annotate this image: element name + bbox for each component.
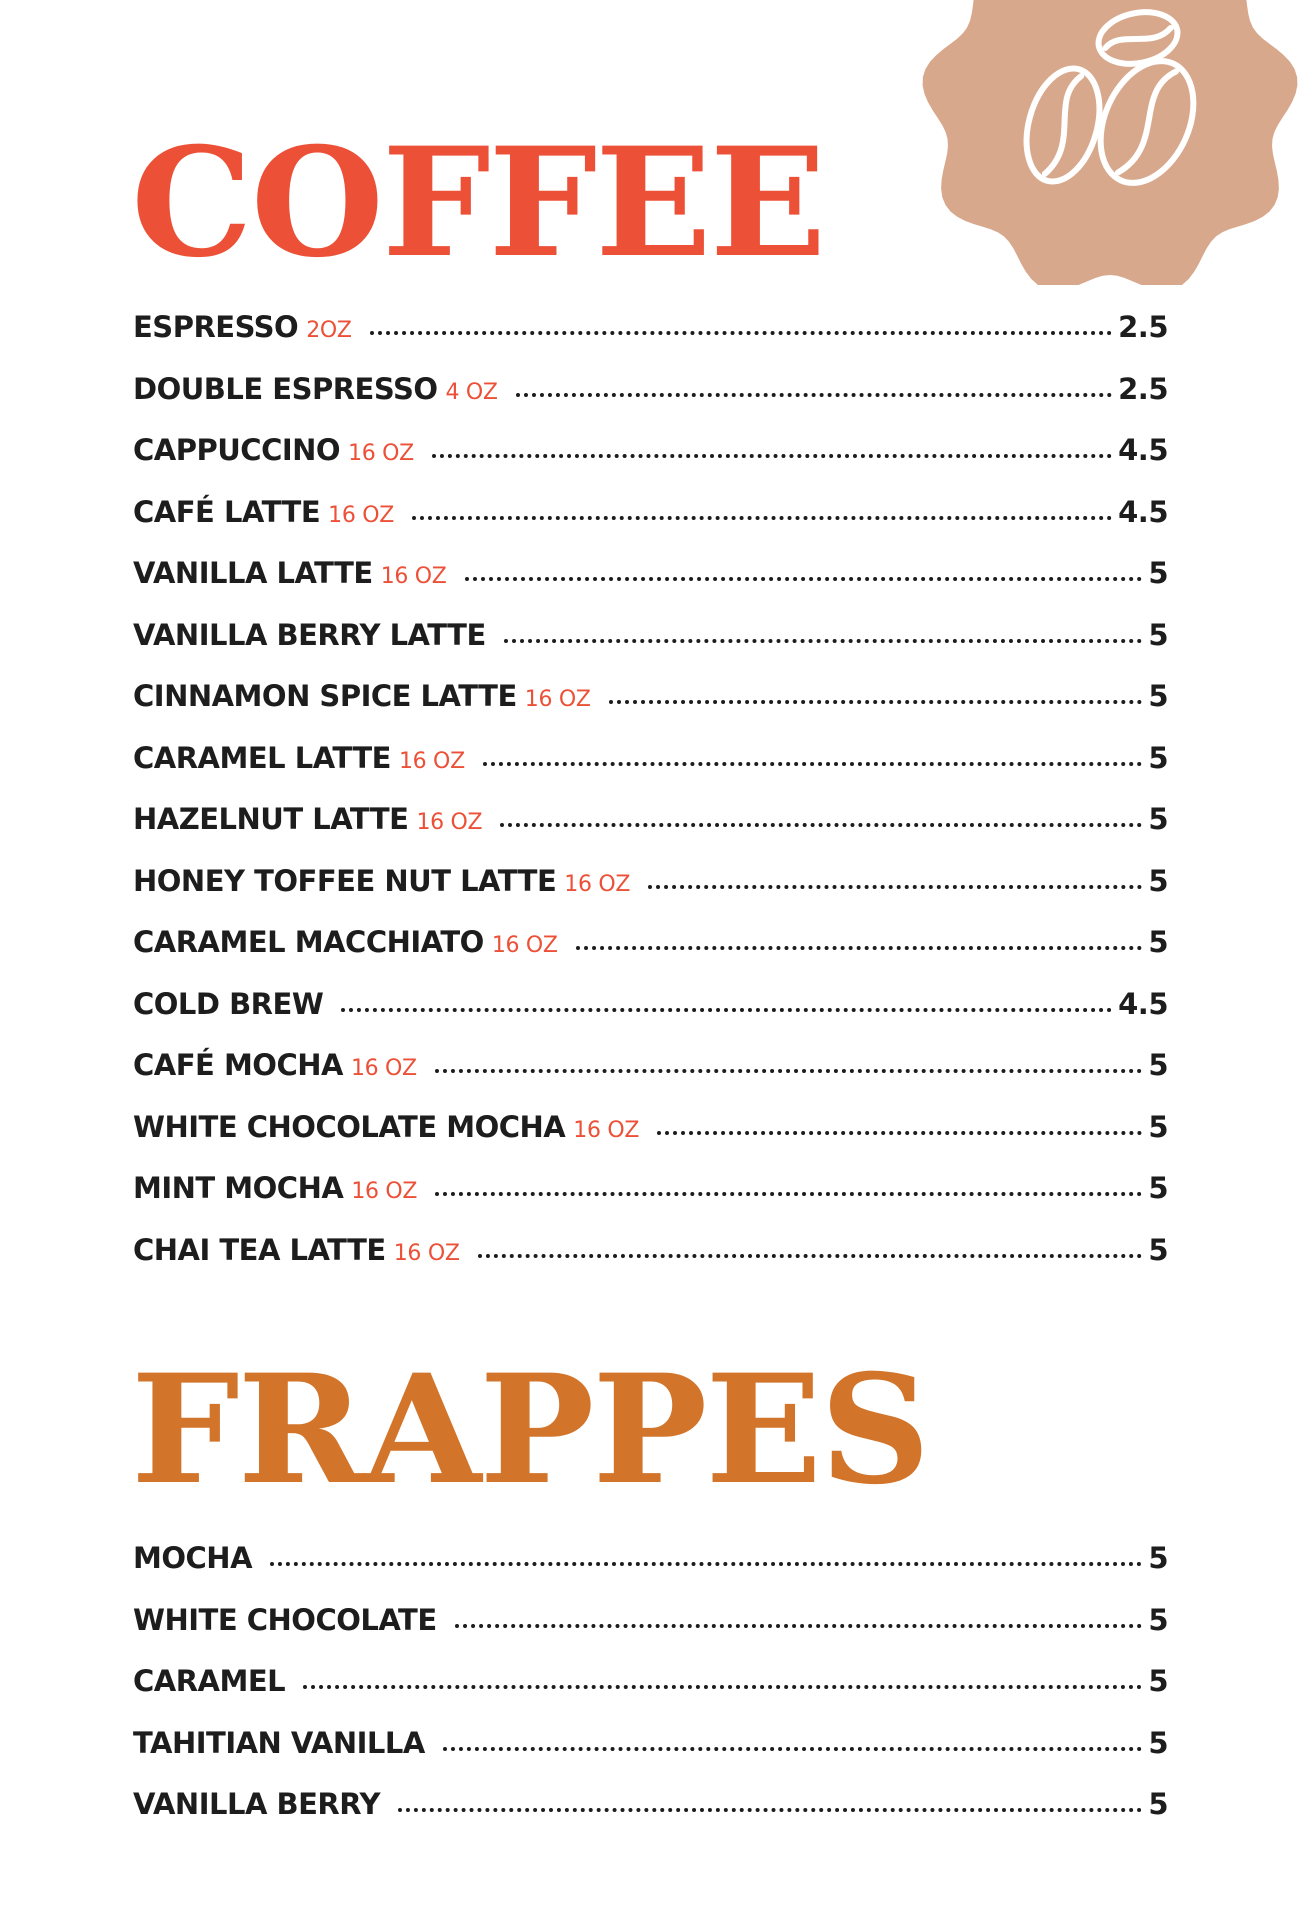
dotted-leader	[270, 1562, 1142, 1566]
menu-item-size: 16 OZ	[351, 1179, 418, 1204]
menu-item-size: 16 OZ	[416, 810, 483, 835]
menu-item	[133, 433, 1168, 495]
menu-item-price: 4.5	[1118, 986, 1168, 1021]
menu-item-price: 5	[1148, 1109, 1168, 1144]
menu-item-price: 5	[1148, 802, 1168, 836]
menu-item	[133, 310, 1168, 372]
menu-item-size: 16 OZ	[491, 933, 558, 958]
menu-item-size: 4 OZ	[445, 379, 498, 405]
menu-item-name: CARAMEL MACCHIATO	[133, 925, 484, 959]
menu-item	[133, 618, 1168, 680]
menu-item-size: 16 OZ	[328, 502, 395, 528]
menu-item-price: 2.5	[1118, 310, 1168, 344]
menu-item-price: 4.5	[1118, 433, 1168, 467]
menu-item	[133, 679, 1168, 741]
menu-item	[133, 1110, 1168, 1172]
menu-item-price: 5	[1148, 1232, 1168, 1267]
menu-item	[133, 802, 1168, 864]
dotted-leader	[516, 393, 1112, 397]
dotted-leader	[455, 1624, 1143, 1628]
menu-item-price: 5	[1148, 1725, 1168, 1760]
menu-item-price: 5	[1148, 1541, 1168, 1575]
menu-item-size: 16 OZ	[564, 871, 631, 897]
menu-item-name: CHAI TEA LATTE	[133, 1232, 386, 1267]
dotted-leader	[435, 1069, 1142, 1073]
dotted-leader	[500, 823, 1142, 827]
menu-item-size: 16 OZ	[348, 441, 414, 466]
menu-item	[133, 1048, 1168, 1110]
dotted-leader	[576, 946, 1143, 950]
menu-item-price: 5	[1148, 1787, 1168, 1821]
coffee-menu-list	[133, 310, 1168, 1294]
menu-item-price: 5	[1148, 1602, 1168, 1637]
menu-item	[133, 925, 1168, 987]
menu-item-size: 2OZ	[306, 318, 352, 343]
dotted-leader	[609, 700, 1143, 704]
frappes-section-title: FRAPPES	[131, 1342, 929, 1518]
menu-item	[133, 495, 1168, 557]
dotted-leader	[443, 1747, 1143, 1751]
menu-item-price: 5	[1148, 617, 1168, 652]
menu-item-price: 5	[1148, 740, 1168, 775]
menu-item-price: 5	[1148, 1664, 1168, 1698]
dotted-leader	[657, 1131, 1142, 1135]
menu-item	[133, 1541, 1168, 1603]
menu-item	[133, 987, 1168, 1049]
menu-item-name: CARAMEL	[133, 1664, 286, 1698]
dotted-leader	[370, 331, 1112, 335]
menu-item-price: 5	[1148, 863, 1168, 898]
menu-item-name: VANILLA LATTE	[133, 556, 373, 590]
menu-item-price: 5	[1148, 556, 1168, 590]
menu-item-name: CAFÉ MOCHA	[133, 1048, 343, 1082]
dotted-leader	[478, 1254, 1143, 1258]
menu-item-name: MINT MOCHA	[133, 1171, 344, 1205]
menu-item	[133, 864, 1168, 926]
frappes-menu-list	[133, 1541, 1168, 1849]
menu-item-price: 4.5	[1118, 494, 1168, 529]
menu-item-name: HAZELNUT LATTE	[133, 802, 409, 836]
menu-item	[133, 1726, 1168, 1788]
menu-item	[133, 1233, 1168, 1295]
menu-item-name: DOUBLE ESPRESSO	[133, 371, 438, 406]
menu-item-name: VANILLA BERRY	[133, 1787, 380, 1821]
menu-item	[133, 1171, 1168, 1233]
menu-item-price: 5	[1148, 1171, 1168, 1205]
dotted-leader	[341, 1008, 1112, 1012]
menu-item-name: CAPPUCCINO	[133, 433, 341, 467]
menu-item-name: CAFÉ LATTE	[133, 494, 321, 529]
menu-item-name: CINNAMON SPICE LATTE	[133, 679, 517, 713]
menu-item	[133, 1603, 1168, 1665]
menu-item	[133, 556, 1168, 618]
menu-item-size: 16 OZ	[350, 1056, 417, 1081]
coffee-beans-badge	[910, 0, 1310, 285]
menu-item-name: TAHITIAN VANILLA	[133, 1725, 425, 1760]
menu-item-name: MOCHA	[133, 1541, 253, 1575]
menu-item	[133, 1787, 1168, 1849]
menu-item-price: 5	[1148, 925, 1168, 959]
menu-item-name: VANILLA BERRY LATTE	[133, 617, 486, 652]
dotted-leader	[483, 762, 1142, 766]
menu-item-size: 16 OZ	[573, 1117, 640, 1143]
menu-item-price: 2.5	[1118, 371, 1168, 406]
menu-item	[133, 372, 1168, 434]
coffee-section-title: COFFEE	[131, 115, 825, 291]
menu-item-name: CARAMEL LATTE	[133, 740, 391, 775]
menu-item	[133, 741, 1168, 803]
dotted-leader	[432, 454, 1112, 458]
menu-item-name: WHITE CHOCOLATE	[133, 1602, 437, 1637]
dotted-leader	[648, 885, 1142, 889]
dotted-leader	[435, 1192, 1142, 1196]
dotted-leader	[412, 516, 1112, 520]
menu-item-size: 16 OZ	[393, 1240, 460, 1266]
menu-item	[133, 1664, 1168, 1726]
menu-item-size: 16 OZ	[380, 564, 447, 589]
menu-item-name: COLD BREW	[133, 986, 324, 1021]
menu-item-name: WHITE CHOCOLATE MOCHA	[133, 1109, 566, 1144]
menu-item-size: 16 OZ	[398, 748, 465, 774]
menu-item-name: ESPRESSO	[133, 310, 299, 344]
dotted-leader	[504, 639, 1143, 643]
menu-item-price: 5	[1148, 1048, 1168, 1082]
menu-item-price: 5	[1148, 679, 1168, 713]
menu-item-name: HONEY TOFFEE NUT LATTE	[133, 863, 557, 898]
menu-item-size: 16 OZ	[524, 687, 591, 712]
dotted-leader	[398, 1808, 1142, 1812]
dotted-leader	[465, 577, 1143, 581]
dotted-leader	[303, 1685, 1142, 1689]
